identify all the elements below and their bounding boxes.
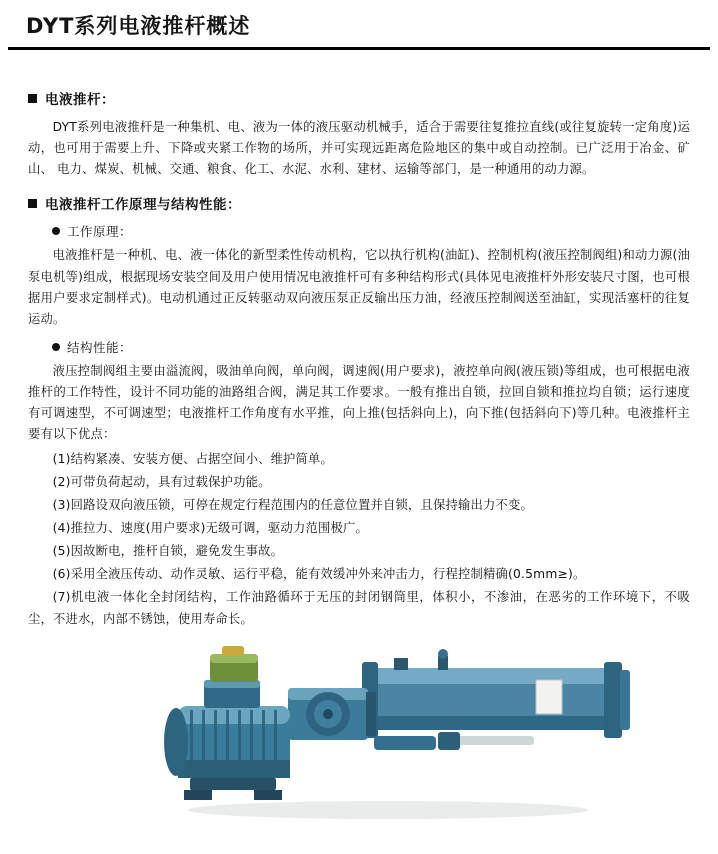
page-title: DYT系列电液推杆概述	[26, 14, 251, 38]
document-content	[0, 52, 718, 840]
sub-heading-structure-performance-label: 结构性能：	[67, 339, 133, 355]
list-item: (4)推拉力、速度(用户要求)无级可调，驱动力范围极广。	[52, 520, 369, 535]
square-bullet-icon	[28, 199, 37, 208]
section-heading-1	[28, 88, 690, 108]
list-item: (1)结构紧凑、安装方便、占据空间小、维护简单。	[52, 451, 334, 466]
round-bullet-icon	[52, 227, 60, 235]
electro-hydraulic-push-rod-photo	[138, 640, 648, 835]
sub-heading-working-principle-label: 工作原理：	[67, 224, 133, 240]
section-heading-2	[28, 193, 690, 213]
list-item: (5)因故断电，推杆自锁，避免发生事故。	[52, 544, 284, 559]
list-item: (3)回路设双向液压锁，可停在规定行程范围内的任意位置并自锁，且保持输出力不变。	[52, 497, 533, 512]
header-divider	[8, 47, 710, 50]
section-heading-2-label: 电液推杆工作原理与结构性能：	[45, 197, 241, 214]
page-header	[0, 0, 718, 52]
structure-performance-paragraph: 液压控制阀组主要由溢流阀，吸油单向阀，单向阀，调速阀(用户要求)，液控单向阀(液压锁)等组成，也可根据电液推杆的工作特性，设计不同功能的油路组合阀，满足其工作要求。一般有推出自锁，拉回自锁和推拉均自锁；运行速度有可调速型，不可调速型；电液推杆工作角度有水平推，向上推(包括斜向上)，向下推(包括斜向下)等几种。电液推杆主要有以下优点：	[28, 363, 690, 442]
round-bullet-icon	[52, 343, 60, 351]
section-1-paragraph: DYT系列电液推杆是一种集机、电、液为一体的液压驱动机械手，适合于需要往复推拉直线(或往复旋转一定角度)运动，也可用于需要上升、下降或夹紧工作物的场所，并可实现远距离危险地区的集中或自动控制。已广泛用于冶金、矿山、 电力、煤炭、机械、交通、粮食、化工、水泥、水利、建材、运输等部门，是一种通用的动力源。	[28, 120, 690, 177]
product-figure	[28, 640, 690, 840]
working-principle-paragraph: 电液推杆是一种机、电、液一体化的新型柔性传动机构，它以执行机构(油缸)、控制机构(液压控制阀组)和动力源(油泵电机等)组成，根据现场安装空间及用户使用情况电液推杆可有多种结构形式(具体见电液推杆外形安装尺寸图，也可根据用户要求定制样式)。电动机通过正反转驱动双向液压泵正反输出压力油，经液压控制阀送至油缸，实现活塞杆的往复运动。	[28, 248, 690, 326]
section-heading-1-label: 电液推杆：	[45, 92, 115, 108]
list-item: (7)机电液一体化全封闭结构，工作油路循环于无压的封闭钢筒里，体积小，不渗油，在恶劣的工作环境下，不吸尘，不进水，内部不锈蚀，使用寿命长。	[28, 590, 690, 626]
sub-heading-structure-performance	[52, 338, 690, 356]
list-item: (6)采用全液压传动、动作灵敏、运行平稳，能有效缓冲外来冲击力，行程控制精确(0.5mm≥)。	[52, 567, 586, 582]
square-bullet-icon	[28, 94, 37, 103]
list-item: (2)可带负荷起动，具有过载保护功能。	[52, 474, 271, 489]
sub-heading-working-principle	[52, 222, 690, 240]
